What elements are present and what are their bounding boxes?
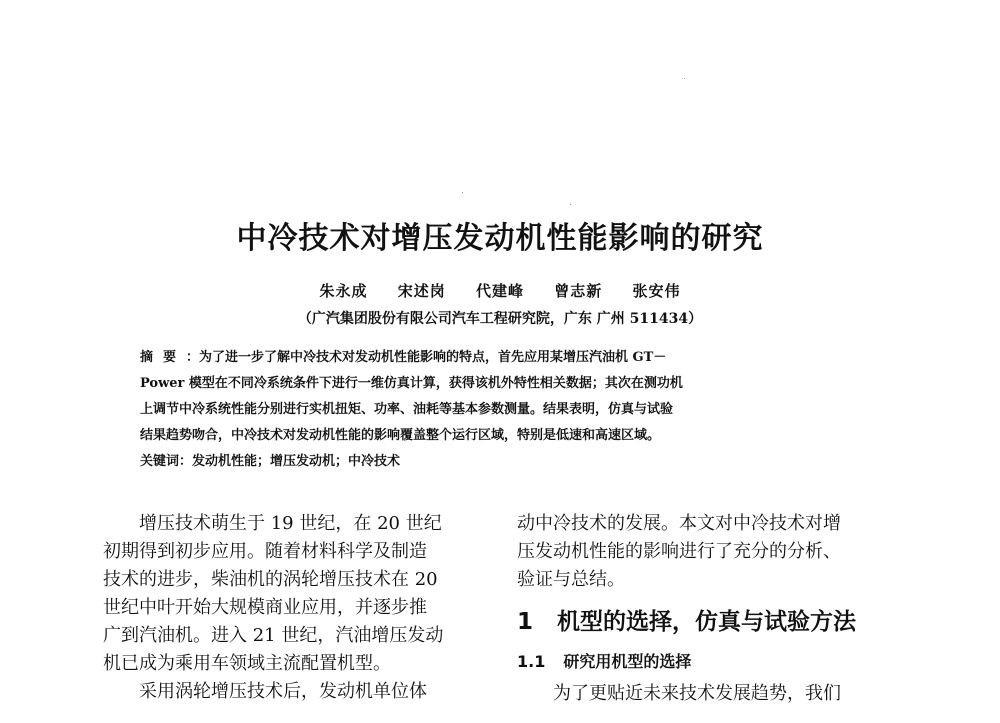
- author-name: 代建峰: [475, 282, 524, 300]
- subsection-number: 1.1: [517, 652, 546, 671]
- subsection-heading: [517, 648, 907, 676]
- body-line: 初期得到初步应用。随着材料科学及制造: [103, 541, 427, 562]
- body-line: 为了更贴近未来技术发展趋势，我们: [553, 683, 841, 704]
- body-column-right: [517, 510, 907, 708]
- body-line: 机已成为乘用车领域主流配置机型。: [103, 653, 391, 674]
- abstract-label: 摘要: [140, 350, 187, 365]
- keywords-text: ：发动机性能；增压发动机；中冷技术: [179, 454, 401, 469]
- section-number: 1: [517, 609, 534, 635]
- author-name: 朱永成: [319, 282, 368, 300]
- abstract-block: [140, 345, 860, 475]
- author-name: 张安伟: [632, 282, 681, 300]
- abstract-line: Power 模型在不同冷系统条件下进行一维仿真计算，获得该机外特性相关数据；其次在测功机: [140, 376, 683, 391]
- body-line: 广到汽油机。进入 21 世纪，汽油增压发动: [103, 625, 444, 646]
- keywords-line: [140, 449, 860, 475]
- author-list: [0, 280, 1000, 301]
- paper-title: 中冷技术对增压发动机性能影响的研究: [236, 221, 764, 256]
- subsection-title: 研究用机型的选择: [563, 652, 692, 671]
- body-line: 增压技术萌生于 19 世纪，在 20 世纪: [139, 513, 442, 534]
- scan-speck: [684, 78, 685, 79]
- author-name: 宋述岗: [397, 282, 446, 300]
- abstract-line: 上调节中冷系统性能分别进行实机扭矩、功率、油耗等基本参数测量。结果表明，仿真与试验: [140, 402, 674, 417]
- body-line: 动中冷技术的发展。本文对中冷技术对增: [517, 513, 841, 534]
- abstract-text: ：为了进一步了解中冷技术对发动机性能影响的特点，首先应用某增压汽油机 GT－: [186, 350, 667, 365]
- scan-speck: [570, 204, 571, 205]
- body-column-left: [103, 510, 483, 706]
- keywords-label: 关键词: [140, 454, 180, 469]
- abstract-line: 结果趋势吻合，中冷技术对发动机性能的影响覆盖整个运行区域，特别是低速和高速区域。: [140, 428, 661, 443]
- scan-speck: [462, 192, 463, 193]
- body-line: 压发动机性能的影响进行了充分的分析、: [517, 541, 841, 562]
- section-heading: [517, 608, 907, 636]
- body-line: 验证与总结。: [517, 569, 625, 590]
- section-title: 机型的选择，仿真与试验方法: [557, 609, 857, 635]
- body-line: 技术的进步，柴油机的涡轮增压技术在 20: [103, 569, 438, 590]
- abstract-line: [140, 345, 860, 371]
- body-line: 世纪中叶开始大规模商业应用，并逐步推: [103, 597, 427, 618]
- affiliation: （广汽集团股份有限公司汽车工程研究院，广东 广州 511434）: [297, 311, 703, 327]
- body-line: 采用涡轮增压技术后，发动机单位体: [139, 681, 427, 702]
- author-name: 曾志新: [554, 282, 603, 300]
